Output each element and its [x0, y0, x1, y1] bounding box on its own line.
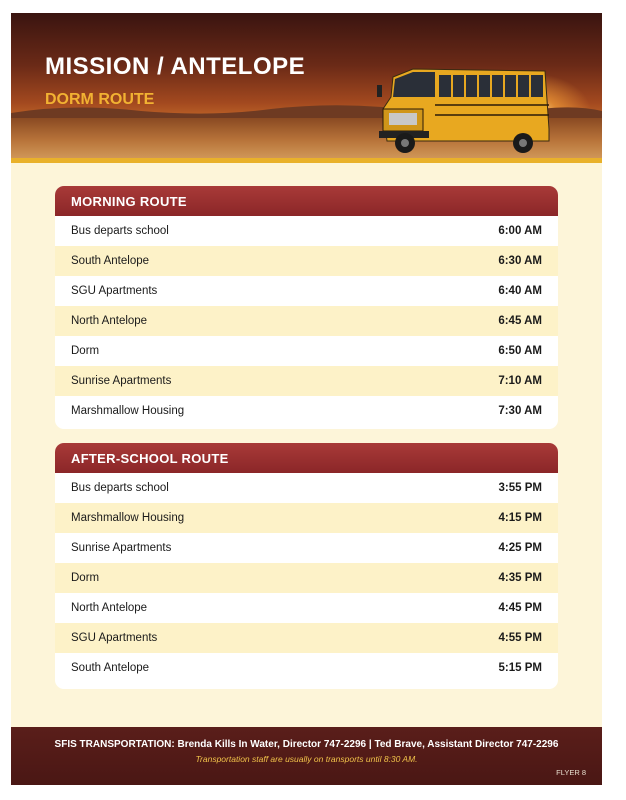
stop-time: 5:15 PM: [498, 662, 542, 674]
morning-stop-row: [55, 396, 558, 426]
morning-stop-row: [55, 276, 558, 306]
stop-time: 6:30 AM: [498, 255, 542, 267]
after-school-route-card: [55, 443, 558, 689]
morning-stop-row: [55, 306, 558, 336]
header-banner: [11, 13, 602, 163]
stop-name: North Antelope: [71, 315, 148, 327]
stop-time: 4:55 PM: [498, 632, 542, 644]
stop-time: 4:35 PM: [498, 572, 542, 584]
morning-stop-row: [55, 366, 558, 396]
stop-name: SGU Apartments: [71, 285, 158, 297]
stop-time: 4:25 PM: [498, 542, 542, 554]
stop-name: Marshmallow Housing: [71, 512, 185, 524]
morning-stop-row: [55, 336, 558, 366]
page-subtitle: DORM ROUTE: [45, 91, 155, 108]
page-title: MISSION / ANTELOPE: [45, 53, 306, 80]
stop-name: SGU Apartments: [71, 632, 158, 644]
stop-time: 4:45 PM: [498, 602, 542, 614]
stop-name: Dorm: [71, 572, 100, 584]
after-school-route-heading: AFTER-SCHOOL ROUTE: [55, 443, 558, 473]
morning-stop-row: [55, 216, 558, 246]
footer-note: Transportation staff are usually on transports until 8:30 AM.: [195, 754, 418, 764]
flyer-page: [11, 13, 602, 785]
school-bus-icon: [373, 57, 553, 157]
footer-contacts: SFIS TRANSPORTATION: Brenda Kills In Water, Director 747-2296 | Ted Brave, Assistant Director 747-2296: [54, 739, 559, 750]
stop-time: 6:00 AM: [498, 225, 542, 237]
stop-name: Sunrise Apartments: [71, 542, 172, 554]
stop-time: 7:10 AM: [498, 375, 542, 387]
stop-time: 6:50 AM: [498, 345, 542, 357]
after-stop-row: [55, 563, 558, 593]
stop-name: South Antelope: [71, 662, 150, 674]
morning-route-heading: MORNING ROUTE: [55, 186, 558, 216]
footer-bar: [11, 727, 602, 785]
stop-time: 6:45 AM: [498, 315, 542, 327]
flyer-number: FLYER 8: [556, 768, 586, 777]
after-stop-row: [55, 623, 558, 653]
stop-time: 7:30 AM: [498, 405, 542, 417]
after-stop-row: [55, 473, 558, 503]
morning-stop-row: [55, 246, 558, 276]
after-stop-row: [55, 653, 558, 683]
stop-time: 6:40 AM: [498, 285, 542, 297]
morning-route-card: [55, 186, 558, 429]
stop-time: 4:15 PM: [498, 512, 542, 524]
header-gold-bar: [11, 158, 602, 163]
stop-name: Bus departs school: [71, 482, 169, 494]
stop-name: Marshmallow Housing: [71, 405, 185, 417]
after-stop-row: [55, 533, 558, 563]
stop-name: Bus departs school: [71, 225, 169, 237]
stop-time: 3:55 PM: [498, 482, 542, 494]
stop-name: Dorm: [71, 345, 100, 357]
stop-name: North Antelope: [71, 602, 148, 614]
after-stop-row: [55, 503, 558, 533]
stop-name: South Antelope: [71, 255, 150, 267]
after-stop-row: [55, 593, 558, 623]
stop-name: Sunrise Apartments: [71, 375, 172, 387]
